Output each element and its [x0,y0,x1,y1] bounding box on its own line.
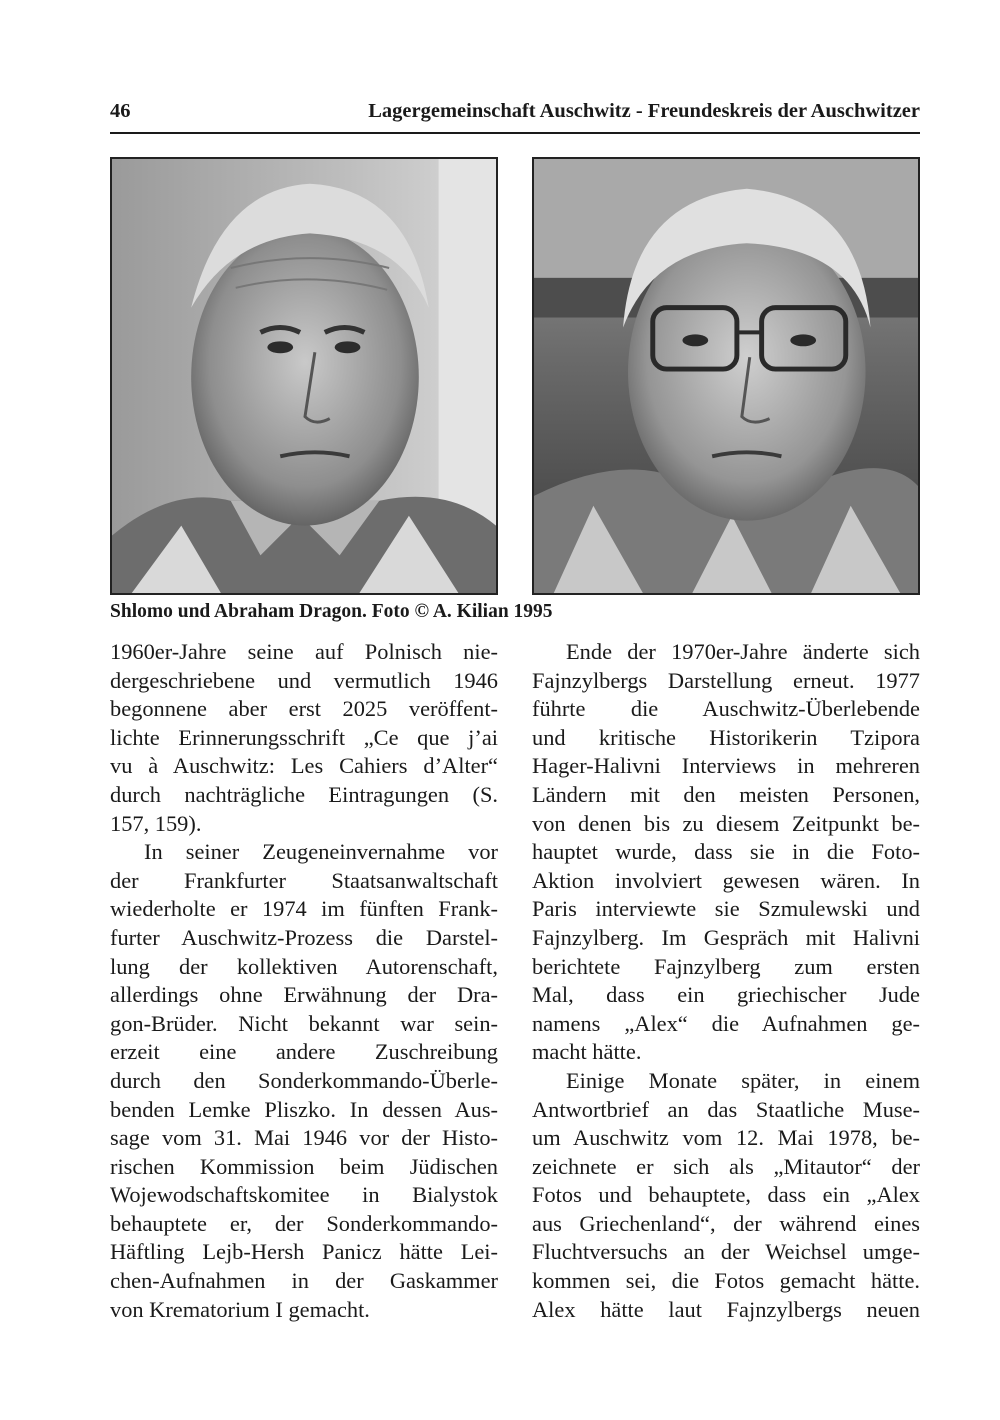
text-line: durch nachträgliche Eintragungen (S. [110,781,498,807]
text-line: begonnene aber erst 2025 veröffent- [110,696,498,722]
text-column-right [532,638,920,1324]
running-title: Lagergemeinschaft Auschwitz - Freundeskreis der Auschwitzer [368,100,920,122]
text-line: erzeit eine andere Zuschreibung [110,1039,498,1065]
text-line: um Auschwitz vom 12. Mai 1978, be- [532,1125,920,1151]
running-header [110,98,920,134]
text-line: In seiner Zeugeneinvernahme vor [144,839,498,865]
text-line: macht hätte. [532,1039,642,1065]
text-line: 1960er-Jahre seine auf Polnisch nie- [110,639,498,664]
text-line: Aktion involviert gewesen wären. In [532,867,920,893]
text-line: Fotos und behauptete, dass ein „Alex [532,1182,920,1208]
portrait-photo-left [110,157,498,595]
portrait-photo-right-image [534,159,918,593]
text-line: 157, 159). [110,810,202,836]
text-line: aus Griechenland“, der während eines [532,1210,920,1236]
text-line: wiederholte er 1974 im fünften Frank- [110,896,498,922]
text-line: durch den Sonderkommando-Überle- [110,1067,498,1093]
text-line: gon-Brüder. Nicht bekannt war sein- [110,1010,498,1036]
text-line: Häftling Lejb-Hersh Panicz hätte Lei- [110,1239,498,1265]
text-line: Fluchtversuchs an der Weichsel umge- [532,1239,920,1265]
text-line: allerdings ohne Erwähnung der Dra- [110,982,498,1008]
text-line: kommen sei, die Fotos gemacht hätte. [532,1268,920,1294]
text-line: Antwortbrief an das Staatliche Muse- [532,1096,920,1122]
text-line: behauptete er, der Sonderkommando- [110,1210,498,1236]
text-line: Mal, dass ein griechischer Jude [532,982,920,1008]
text-line: von Krematorium I gemacht. [110,1296,370,1322]
text-line: Fajnzylbergs Darstellung erneut. 1977 [532,667,920,693]
text-line: von denen bis zu diesem Zeitpunkt be- [532,810,920,836]
text-line: chen-Aufnahmen in der Gaskammer [110,1268,498,1294]
figure-caption: Shlomo und Abraham Dragon. Foto © A. Kilian 1995 [110,601,553,622]
text-line: zeichnete er sich als „Mitautor“ der [532,1153,920,1179]
text-line: Ende der 1970er-Jahre änderte sich [566,639,920,664]
text-column-left [110,638,498,1324]
text-line: benden Lemke Pliszko. In dessen Aus- [110,1096,498,1122]
text-line: Paris interviewte sie Szmulewski und [532,896,920,922]
text-line: lichte Erinnerungsschrift „Ce que j’ai [110,724,498,750]
text-line: sage vom 31. Mai 1946 vor der Histo- [110,1125,498,1151]
text-line: hauptet wurde, dass sie in die Foto- [532,839,920,865]
portrait-photo-left-image [112,159,496,593]
text-line: Wojewodschaftskomitee in Bialystok [110,1182,498,1208]
portrait-photo-right [532,157,920,595]
text-line: der Frankfurter Staatsanwaltschaft [110,867,498,893]
text-line: Fajnzylberg. Im Gespräch mit Halivni [532,924,920,950]
page-number: 46 [110,100,131,122]
text-line: Hager-Halivni Interviews in mehreren [532,753,920,779]
text-line: berichtete Fajnzylberg zum ersten [532,953,920,979]
text-line: lung der kollektiven Autorenschaft, [110,953,498,979]
text-line: vu à Auschwitz: Les Cahiers d’Alter“ [110,753,498,779]
text-line: führte die Auschwitz-Überlebende [532,696,920,722]
text-line: rischen Kommission beim Jüdischen [110,1153,498,1179]
text-line: Alex hätte laut Fajnzylbergs neuen [532,1296,920,1322]
text-line: dergeschriebene und vermutlich 1946 [110,667,498,693]
text-line: furter Auschwitz-Prozess die Darstel- [110,924,498,950]
text-line: und kritische Historikerin Tzipora [532,724,920,750]
text-line: namens „Alex“ die Aufnahmen ge- [532,1010,920,1036]
text-line: Einige Monate später, in einem [566,1067,920,1093]
text-line: Ländern mit den meisten Personen, [532,781,920,807]
